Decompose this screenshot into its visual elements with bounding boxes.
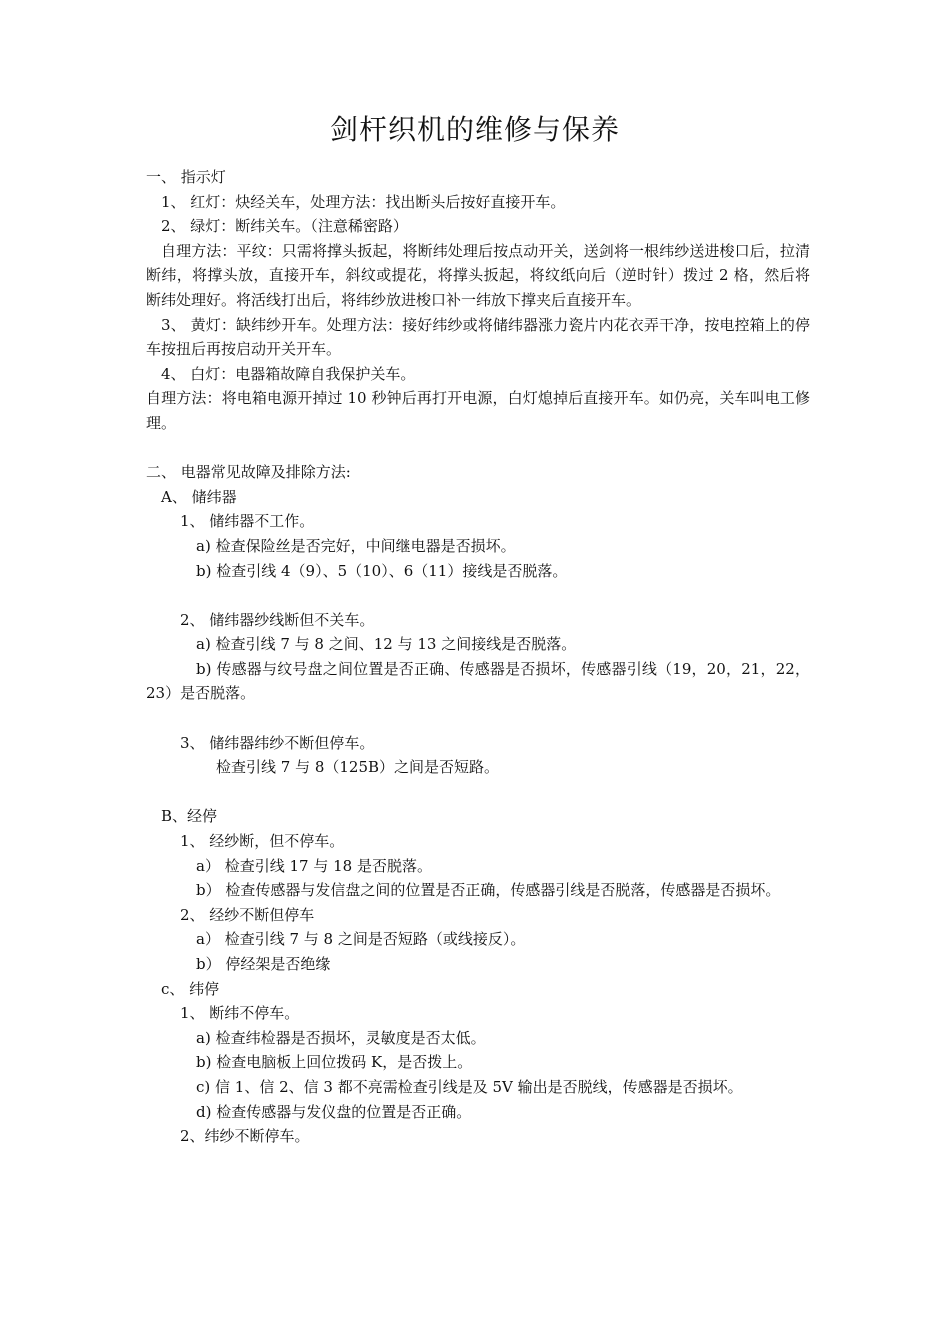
- list-item: a） 检查引线 7 与 8 之间是否短路（或线接反）。: [196, 930, 526, 949]
- list-item: 1、 经纱断，但不停车。: [180, 832, 345, 851]
- spacer: [146, 583, 810, 608]
- section-heading: 二、 电器常见故障及排除方法:: [146, 463, 351, 482]
- list-item: 3、 储纬器纬纱不断但停车。: [180, 733, 375, 752]
- spacer: [146, 436, 810, 461]
- list-item: 3、 黄灯：缺纬纱开车。处理方法：接好纬纱或将储纬器涨力瓷片内花衣弄干净，按电控箱上的停车按扭后再按启动开关开车。: [146, 315, 810, 359]
- list-item: a) 检查引线 7 与 8 之间、12 与 13 之间接线是否脱落。: [196, 635, 577, 654]
- paragraph: 自理方法：将电箱电源开掉过 10 秒钟后再打开电源，白灯熄掉后直接开车。如仍亮，关车叫电工修理。: [146, 389, 810, 432]
- list-item: c) 信 1、信 2、信 3 都不亮需检查引线是及 5V 输出是否脱线，传感器是否损坏。: [196, 1077, 743, 1096]
- list-item: 2、 储纬器纱线断但不关车。: [180, 610, 375, 629]
- list-item: 2、纬纱不断停车。: [180, 1127, 310, 1146]
- list-item: b) 检查电脑板上回位拨码 K，是否拨上。: [196, 1053, 473, 1072]
- list-item: a） 检查引线 17 与 18 是否脱落。: [196, 856, 432, 875]
- list-item: b) 检查引线 4（9）、5（10）、6（11）接线是否脱落。: [196, 561, 568, 580]
- list-item: 1、 红灯：炔经关车，处理方法：找出断头后按好直接开车。: [161, 192, 566, 211]
- list-item: 1、 断纬不停车。: [180, 1004, 300, 1023]
- list-item: 4、 白灯：电器箱故障自我保护关车。: [161, 364, 416, 383]
- list-item: 2、 绿灯：断纬关车。（注意稀密路）: [161, 217, 408, 236]
- section-heading: 一、 指示灯: [146, 168, 226, 186]
- page-title: 剑杆织机的维修与保养: [329, 113, 620, 146]
- subsection-heading: c、 纬停: [161, 979, 220, 998]
- list-item: 1、 储纬器不工作。: [180, 512, 315, 531]
- list-item: a) 检查纬检器是否损坏，灵敏度是否太低。: [196, 1028, 486, 1047]
- subsection-heading: B、经停: [161, 807, 218, 826]
- list-item: a) 检查保险丝是否完好，中间继电器是否损坏。: [196, 536, 516, 555]
- spacer: [146, 780, 810, 805]
- document-body: [146, 165, 810, 1149]
- list-item: b) 传感器与纹号盘之间位置是否正确、传感器是否损坏，传感器引线（19，20，21，22，23）是否脱落。: [146, 659, 810, 703]
- spacer: [146, 706, 810, 731]
- list-item: b） 停经架是否绝缘: [196, 955, 331, 973]
- list-item: d) 检查传感器与发仪盘的位置是否正确。: [196, 1102, 472, 1121]
- subsection-heading: A、 储纬器: [161, 487, 237, 506]
- list-item: b） 检查传感器与发信盘之间的位置是否正确，传感器引线是否脱落，传感器是否损坏。: [196, 881, 781, 900]
- list-item: 检查引线 7 与 8（125B）之间是否短路。: [216, 758, 500, 777]
- paragraph: 自理方法：平纹：只需将撑头扳起，将断纬处理后按点动开关，送剑将一根纬纱送进梭口后，拉清断纬，将撑头放，直接开车，斜纹或提花，将撑头扳起，将纹纸向后（逆时针）拨过 2 格，然后将断纬处理好。将活线打出后，将纬纱放进梭口补一纬放下撑夹后直接开车。: [146, 241, 810, 309]
- list-item: 2、 经纱不断但停车: [180, 905, 315, 924]
